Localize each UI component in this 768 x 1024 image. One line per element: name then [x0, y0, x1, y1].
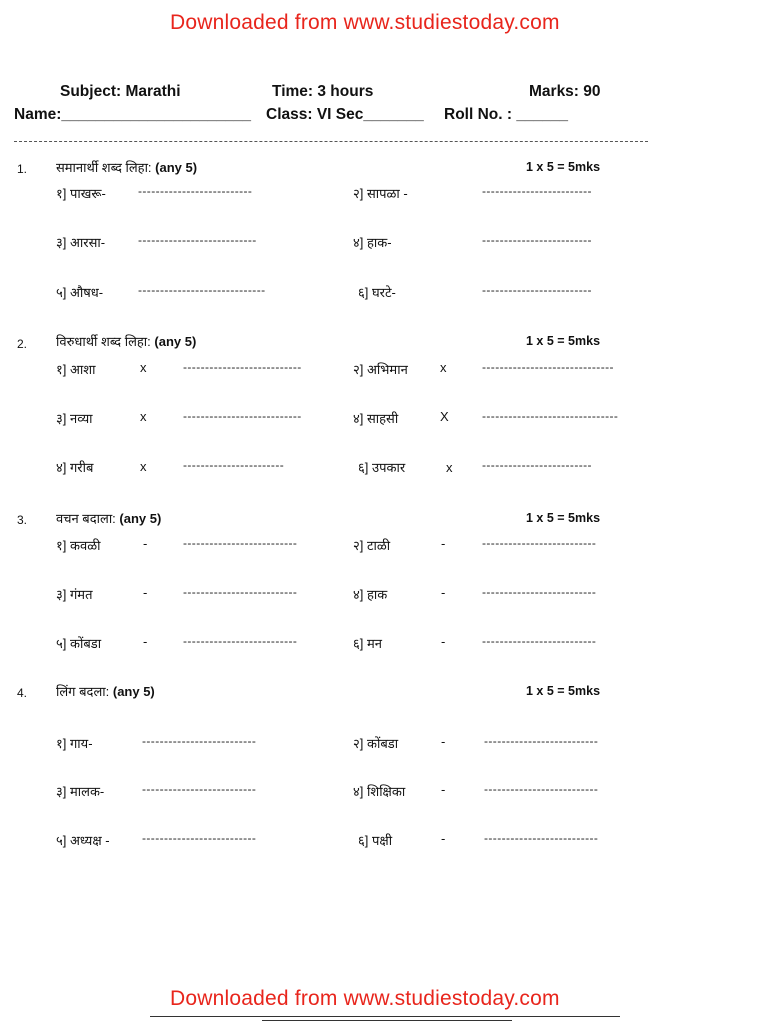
item-symbol: -	[143, 634, 148, 649]
item-symbol: -	[441, 536, 446, 551]
item-label: २] कोंबडा	[353, 736, 399, 751]
item-label: ६] पक्षी	[358, 833, 393, 848]
answer-line: --------------------------	[142, 734, 257, 748]
item-label: १] कवळी	[56, 538, 101, 553]
item-symbol: -	[441, 734, 446, 749]
answer-line: --------------------------	[484, 831, 599, 845]
item-label: ४] हाक-	[353, 235, 392, 250]
item-symbol: -	[441, 782, 446, 797]
item-symbol: x	[140, 409, 147, 424]
question-title	[56, 158, 197, 176]
answer-line: ---------------------------	[183, 409, 302, 423]
question-title-text: वचन बदाला:	[56, 511, 116, 526]
item-label: ३] नव्या	[56, 411, 93, 426]
item-label: ५] कोंबडा	[56, 636, 102, 651]
bottom-banner: Downloaded from www.studiestoday.com	[170, 987, 560, 1010]
answer-line: --------------------------	[142, 782, 257, 796]
item-symbol: x	[140, 360, 147, 375]
question-title-text: समानार्थी शब्द लिहा:	[56, 160, 152, 175]
answer-line: --------------------------	[484, 782, 599, 796]
item-label: १] गाय-	[56, 736, 93, 751]
item-label: ६] उपकार	[358, 460, 406, 475]
class-field: Class: VI Sec_______	[266, 106, 424, 123]
question-marks: 1 x 5 = 5mks	[526, 334, 601, 348]
answer-line: -------------------------------	[482, 409, 619, 423]
top-banner: Downloaded from www.studiestoday.com	[170, 11, 560, 34]
question-note: (any 5)	[154, 334, 197, 349]
item-label: २] सापळा -	[353, 186, 408, 201]
roll-number-field: Roll No. : ______	[444, 106, 569, 123]
item-symbol: X	[440, 409, 449, 424]
subject-label: Subject: Marathi	[60, 83, 181, 100]
item-label: ४] हाक	[353, 587, 388, 602]
answer-line: --------------------------	[482, 585, 597, 599]
answer-line: --------------------------	[183, 634, 298, 648]
answer-line: ------------------------------	[482, 360, 614, 374]
question-marks: 1 x 5 = 5mks	[526, 684, 601, 698]
question-title	[56, 509, 161, 527]
item-symbol: -	[143, 585, 148, 600]
question-number: 1.	[17, 162, 28, 176]
question-title	[56, 682, 155, 700]
item-label: ४] साहसी	[353, 411, 399, 426]
item-symbol: -	[441, 585, 446, 600]
question-title-text: विरुधार्थी शब्द लिहा:	[56, 334, 151, 349]
answer-line: --------------------------	[484, 734, 599, 748]
item-label: १] आशा	[56, 362, 96, 377]
question-marks: 1 x 5 = 5mks	[526, 511, 601, 525]
question-title-text: लिंग बदला:	[56, 684, 110, 699]
answer-line: --------------------------	[183, 585, 298, 599]
answer-line: --------------------------	[142, 831, 257, 845]
answer-line: --------------------------	[482, 634, 597, 648]
answer-line: --------------------------	[482, 536, 597, 550]
item-symbol: x	[140, 459, 147, 474]
item-symbol: x	[440, 360, 447, 375]
item-symbol: -	[441, 831, 446, 846]
question-marks: 1 x 5 = 5mks	[526, 160, 601, 174]
question-number: 2.	[17, 337, 28, 351]
item-label: ६] घरटे-	[358, 285, 396, 300]
item-symbol: x	[446, 460, 453, 475]
answer-line: ---------------------------	[138, 233, 257, 247]
item-label: ३] गंमत	[56, 587, 93, 602]
question-number: 3.	[17, 513, 28, 527]
answer-line: ---------------------------	[183, 360, 302, 374]
item-label: २] टाळी	[353, 538, 391, 553]
item-label: ४] गरीब	[56, 460, 94, 475]
answer-line: -------------------------	[482, 458, 592, 472]
item-symbol: -	[143, 536, 148, 551]
footer-line	[262, 1020, 512, 1021]
item-label: ३] मालक-	[56, 784, 105, 799]
answer-line: -----------------------------	[138, 283, 266, 297]
item-label: ५] औषध-	[56, 285, 104, 300]
question-number: 4.	[17, 686, 28, 700]
item-label: ३] आरसा-	[56, 235, 106, 250]
answer-line: -------------------------	[482, 184, 592, 198]
answer-line: --------------------------	[138, 184, 253, 198]
item-label: ४] शिक्षिका	[353, 784, 406, 799]
item-label: ६] मन	[353, 636, 382, 651]
answer-line: -------------------------	[482, 233, 592, 247]
marks-label: Marks: 90	[529, 83, 601, 100]
answer-line: -------------------------	[482, 283, 592, 297]
question-note: (any 5)	[112, 684, 155, 699]
question-note: (any 5)	[155, 160, 198, 175]
time-label: Time: 3 hours	[272, 83, 374, 100]
header-divider	[14, 141, 648, 142]
item-label: १] पाखरू-	[56, 186, 106, 201]
name-field: Name:______________________	[14, 106, 252, 123]
footer-line	[150, 1016, 620, 1017]
question-note: (any 5)	[119, 511, 162, 526]
answer-line: -----------------------	[183, 458, 285, 472]
question-title	[56, 332, 196, 350]
item-symbol: -	[441, 634, 446, 649]
item-label: २] अभिमान	[353, 362, 408, 377]
answer-line: --------------------------	[183, 536, 298, 550]
item-label: ५] अध्यक्ष -	[56, 833, 110, 848]
